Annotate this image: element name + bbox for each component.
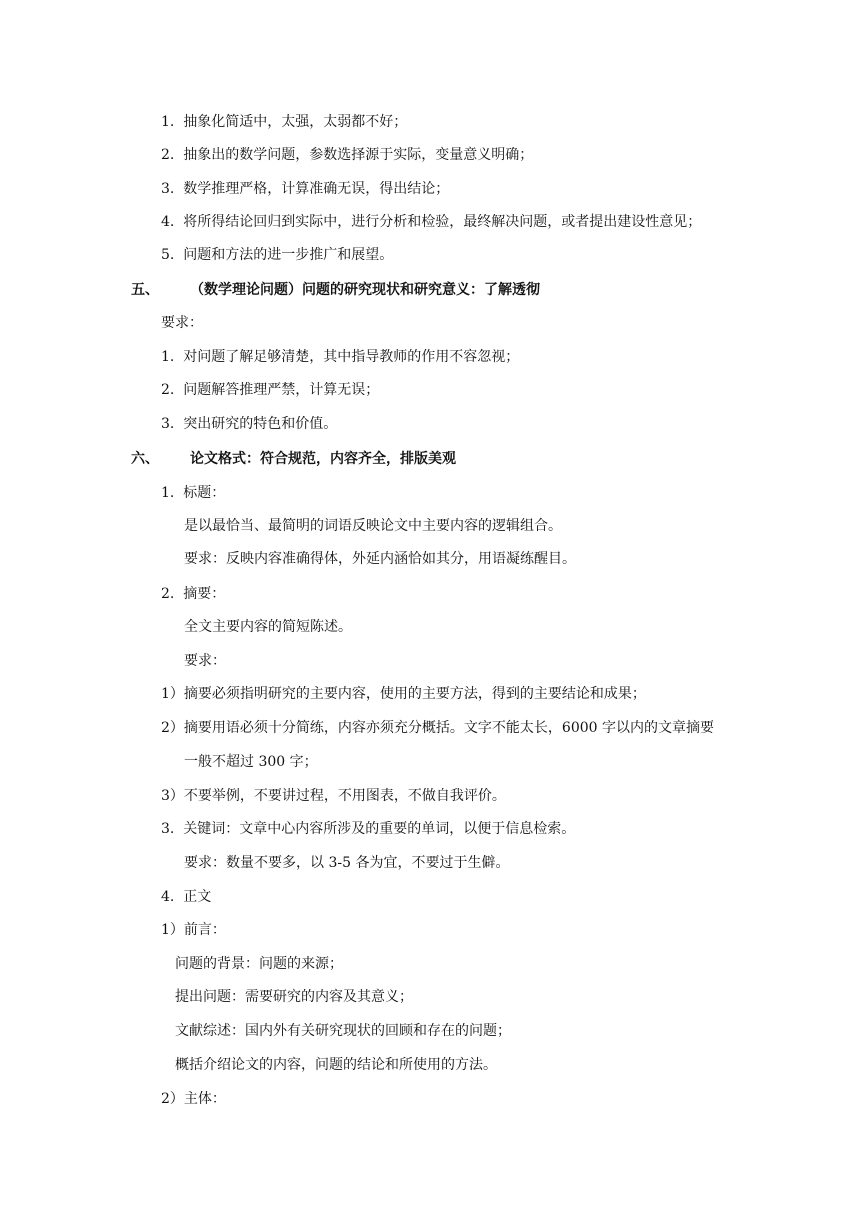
item-number: 3）	[161, 788, 184, 804]
paragraph: 要求：反映内容准确得体，外延内涵恰如其分，用语凝练醒目。	[184, 551, 576, 567]
item-text: 主体：	[183, 1091, 226, 1107]
item-number: 5.	[161, 247, 175, 263]
item-text: 抽象化简适中，太强，太弱都不好；	[183, 114, 408, 130]
item-text: 摘要必须指明研究的主要内容，使用的主要方法，得到的主要结论和成果；	[183, 686, 646, 702]
item-number: 2.	[161, 382, 175, 398]
list-item	[161, 414, 337, 434]
item-text: 将所得结论回归到实际中，进行分析和检验，最终解决问题，或者提出建设性意见；	[183, 214, 702, 230]
item-number: 3.	[161, 181, 175, 197]
item-text: 对问题了解足够清楚，其中指导教师的作用不容忽视；	[183, 349, 520, 365]
item-text: 数学推理严格，计算准确无误，得出结论；	[183, 181, 450, 197]
section-number: 六、	[131, 451, 159, 467]
list-item	[161, 347, 519, 367]
paragraph: 要求：数量不要多，以 3-5 各为宜，不要过于生僻。	[184, 855, 510, 871]
list-item	[161, 380, 379, 400]
paragraph: 全文主要内容的简短陈述。	[184, 619, 352, 635]
section-heading: （数学理论问题）问题的研究现状和研究意义：了解透彻	[190, 282, 540, 298]
item-text: 摘要：	[183, 586, 226, 602]
list-item	[161, 179, 449, 199]
item-text: 突出研究的特色和价值。	[183, 416, 338, 432]
list-item	[161, 718, 714, 738]
list-item	[161, 245, 393, 265]
list-item	[161, 887, 211, 907]
section-heading: 论文格式：符合规范，内容齐全，排版美观	[190, 451, 456, 467]
list-item	[161, 920, 226, 940]
list-item	[161, 212, 701, 232]
item-text: 抽象出的数学问题，参数选择源于实际，变量意义明确；	[183, 147, 534, 163]
list-item	[161, 684, 646, 704]
item-text: 关键词：文章中心内容所涉及的重要的单词，以便于信息检索。	[183, 821, 576, 837]
requirement-label: 要求：	[161, 315, 203, 331]
item-text: 问题解答推理严禁，计算无误；	[183, 382, 380, 398]
paragraph: 概括介绍论文的内容，问题的结论和所使用的方法。	[175, 1057, 497, 1073]
list-item	[161, 112, 407, 132]
item-number: 2.	[161, 586, 175, 602]
item-number: 1.	[161, 485, 175, 501]
item-text: 正文	[183, 889, 212, 905]
item-number: 1）	[161, 922, 184, 938]
item-number: 1.	[161, 349, 175, 365]
item-text: 问题和方法的进一步推广和展望。	[183, 247, 394, 263]
item-text: 标题：	[183, 485, 226, 501]
paragraph: 是以最恰当、最简明的词语反映论文中主要内容的逻辑组合。	[184, 518, 562, 534]
item-number: 3.	[161, 416, 175, 432]
list-item	[161, 584, 225, 604]
item-text: 摘要用语必须十分简练，内容亦须充分概括。文字不能太长，6000 字以内的文章摘要	[183, 720, 714, 736]
item-number: 1.	[161, 114, 175, 130]
list-item	[161, 1089, 226, 1109]
item-text: 不要举例，不要讲过程，不用图表，不做自我评价。	[183, 788, 506, 804]
list-item	[161, 786, 506, 806]
section-number: 五、	[131, 282, 159, 298]
item-number: 2）	[161, 720, 184, 736]
paragraph: 问题的背景：问题的来源；	[175, 956, 343, 972]
list-item	[161, 145, 533, 165]
requirement-label: 要求：	[184, 653, 226, 669]
item-text: 前言：	[183, 922, 226, 938]
item-number: 2.	[161, 147, 175, 163]
paragraph: 文献综述：国内外有关研究现状的回顾和存在的问题；	[175, 1023, 511, 1039]
list-item	[161, 819, 575, 839]
paragraph: 提出问题：需要研究的内容及其意义；	[175, 989, 413, 1005]
item-number: 4.	[161, 889, 175, 905]
list-item-continuation: 一般不超过 300 字；	[184, 754, 318, 770]
item-number: 2）	[161, 1091, 184, 1107]
item-number: 1）	[161, 686, 184, 702]
list-item	[161, 483, 225, 503]
item-number: 4.	[161, 214, 175, 230]
item-number: 3.	[161, 821, 175, 837]
